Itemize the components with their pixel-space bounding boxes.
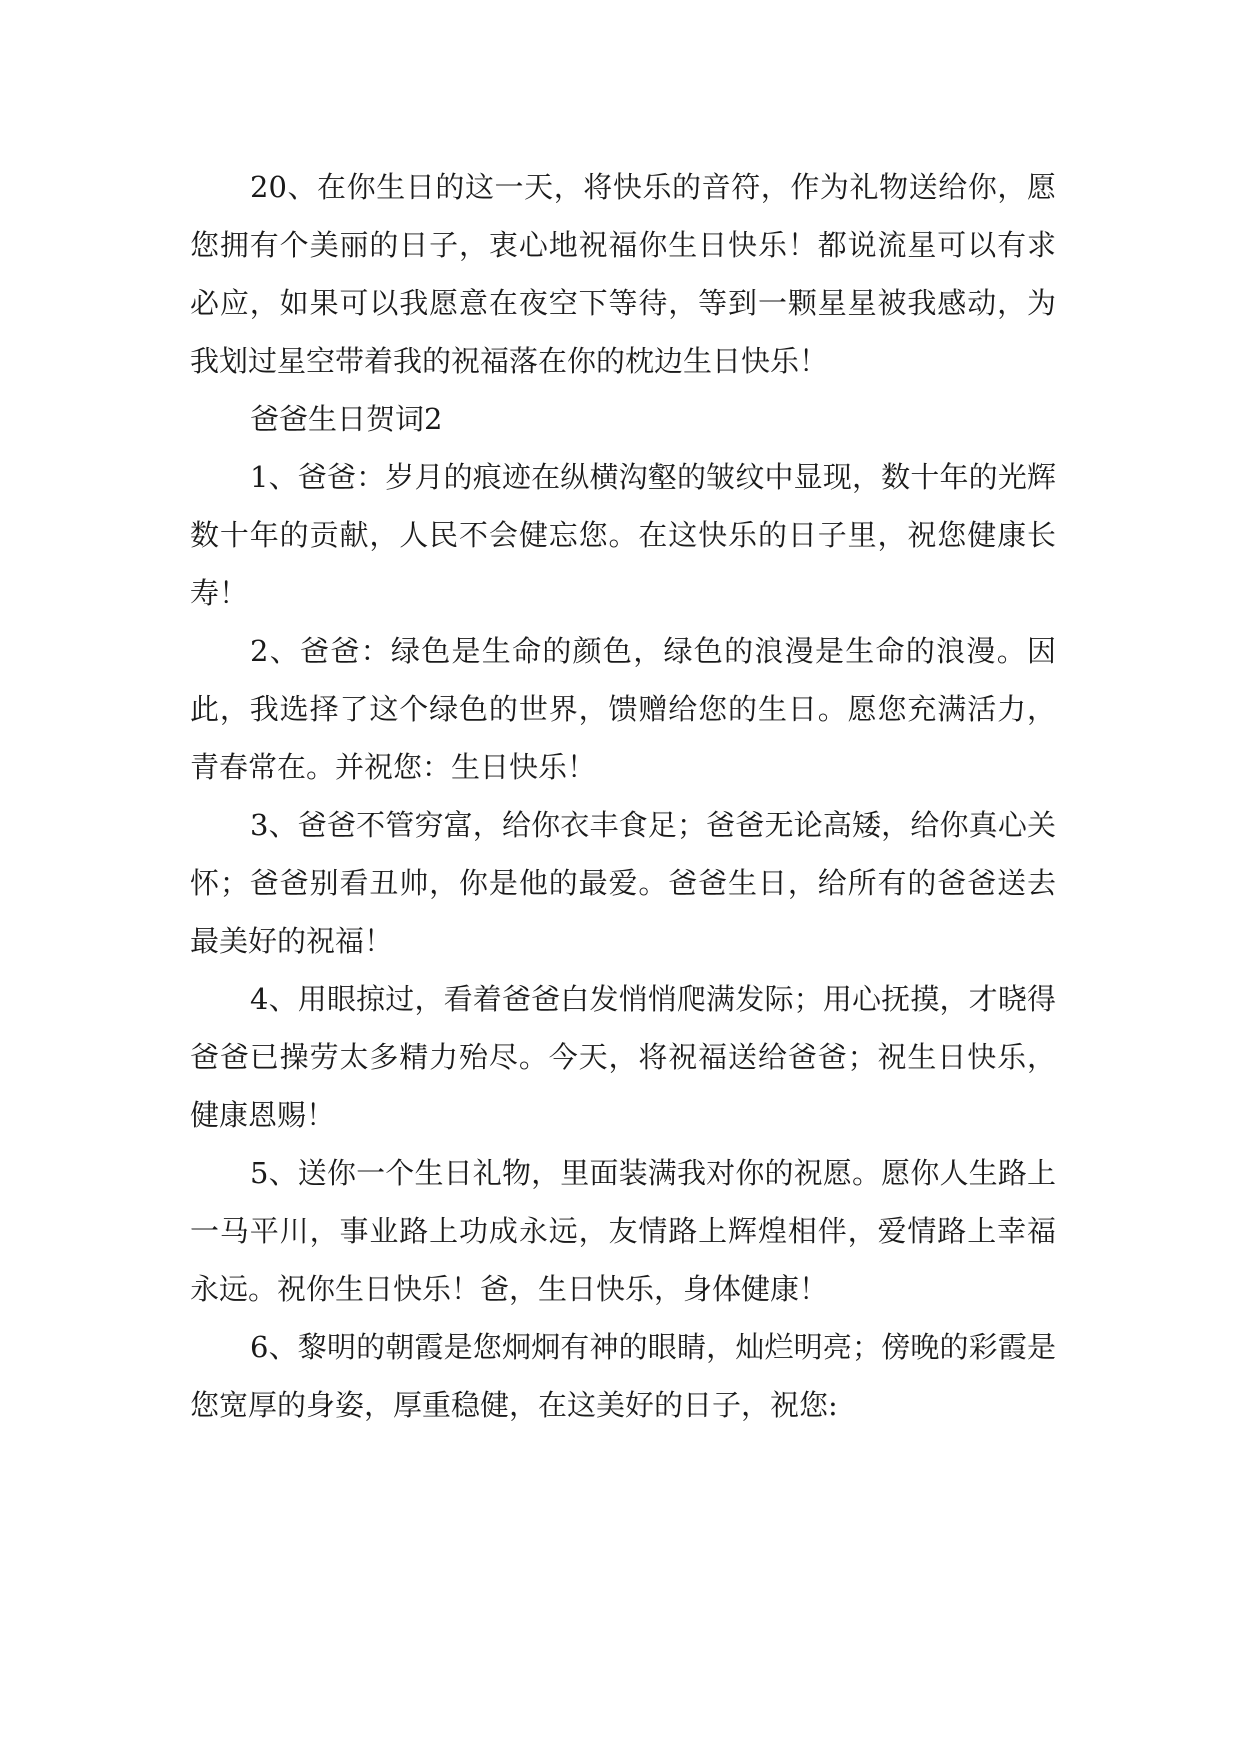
paragraph-2: 2、爸爸：绿色是生命的颜色，绿色的浪漫是生命的浪漫。因此，我选择了这个绿色的世界，馈赠给您的生日。愿您充满活力，青春常在。并祝您：生日快乐！ <box>190 634 1056 784</box>
paragraph-1: 1、爸爸：岁月的痕迹在纵横沟壑的皱纹中显现，数十年的光辉数十年的贡献，人民不会健忘您。在这快乐的日子里，祝您健康长寿！ <box>190 460 1056 610</box>
paragraph-20: 20、在你生日的这一天，将快乐的音符，作为礼物送给你，愿您拥有个美丽的日子，衷心地祝福你生日快乐！都说流星可以有求必应，如果可以我愿意在夜空下等待，等到一颗星星被我感动，为我划过星空带着我的祝福落在你的枕边生日快乐！ <box>190 170 1056 378</box>
paragraph-4: 4、用眼掠过，看着爸爸白发悄悄爬满发际；用心抚摸，才晓得爸爸已操劳太多精力殆尽。今天，将祝福送给爸爸；祝生日快乐，健康恩赐！ <box>190 982 1056 1132</box>
document-body <box>190 158 1056 1434</box>
section-heading: 爸爸生日贺词2 <box>250 402 443 436</box>
paragraph-6: 6、黎明的朝霞是您炯炯有神的眼睛，灿烂明亮；傍晚的彩霞是您宽厚的身姿，厚重稳健，在这美好的日子，祝您: <box>190 1330 1056 1422</box>
paragraph-3: 3、爸爸不管穷富，给你衣丰食足；爸爸无论高矮，给你真心关怀；爸爸别看丑帅，你是他的最爱。爸爸生日，给所有的爸爸送去最美好的祝福！ <box>190 808 1056 958</box>
paragraph-5: 5、送你一个生日礼物，里面装满我对你的祝愿。愿你人生路上一马平川，事业路上功成永远，友情路上辉煌相伴，爱情路上幸福永远。祝你生日快乐！爸，生日快乐，身体健康！ <box>190 1156 1056 1306</box>
